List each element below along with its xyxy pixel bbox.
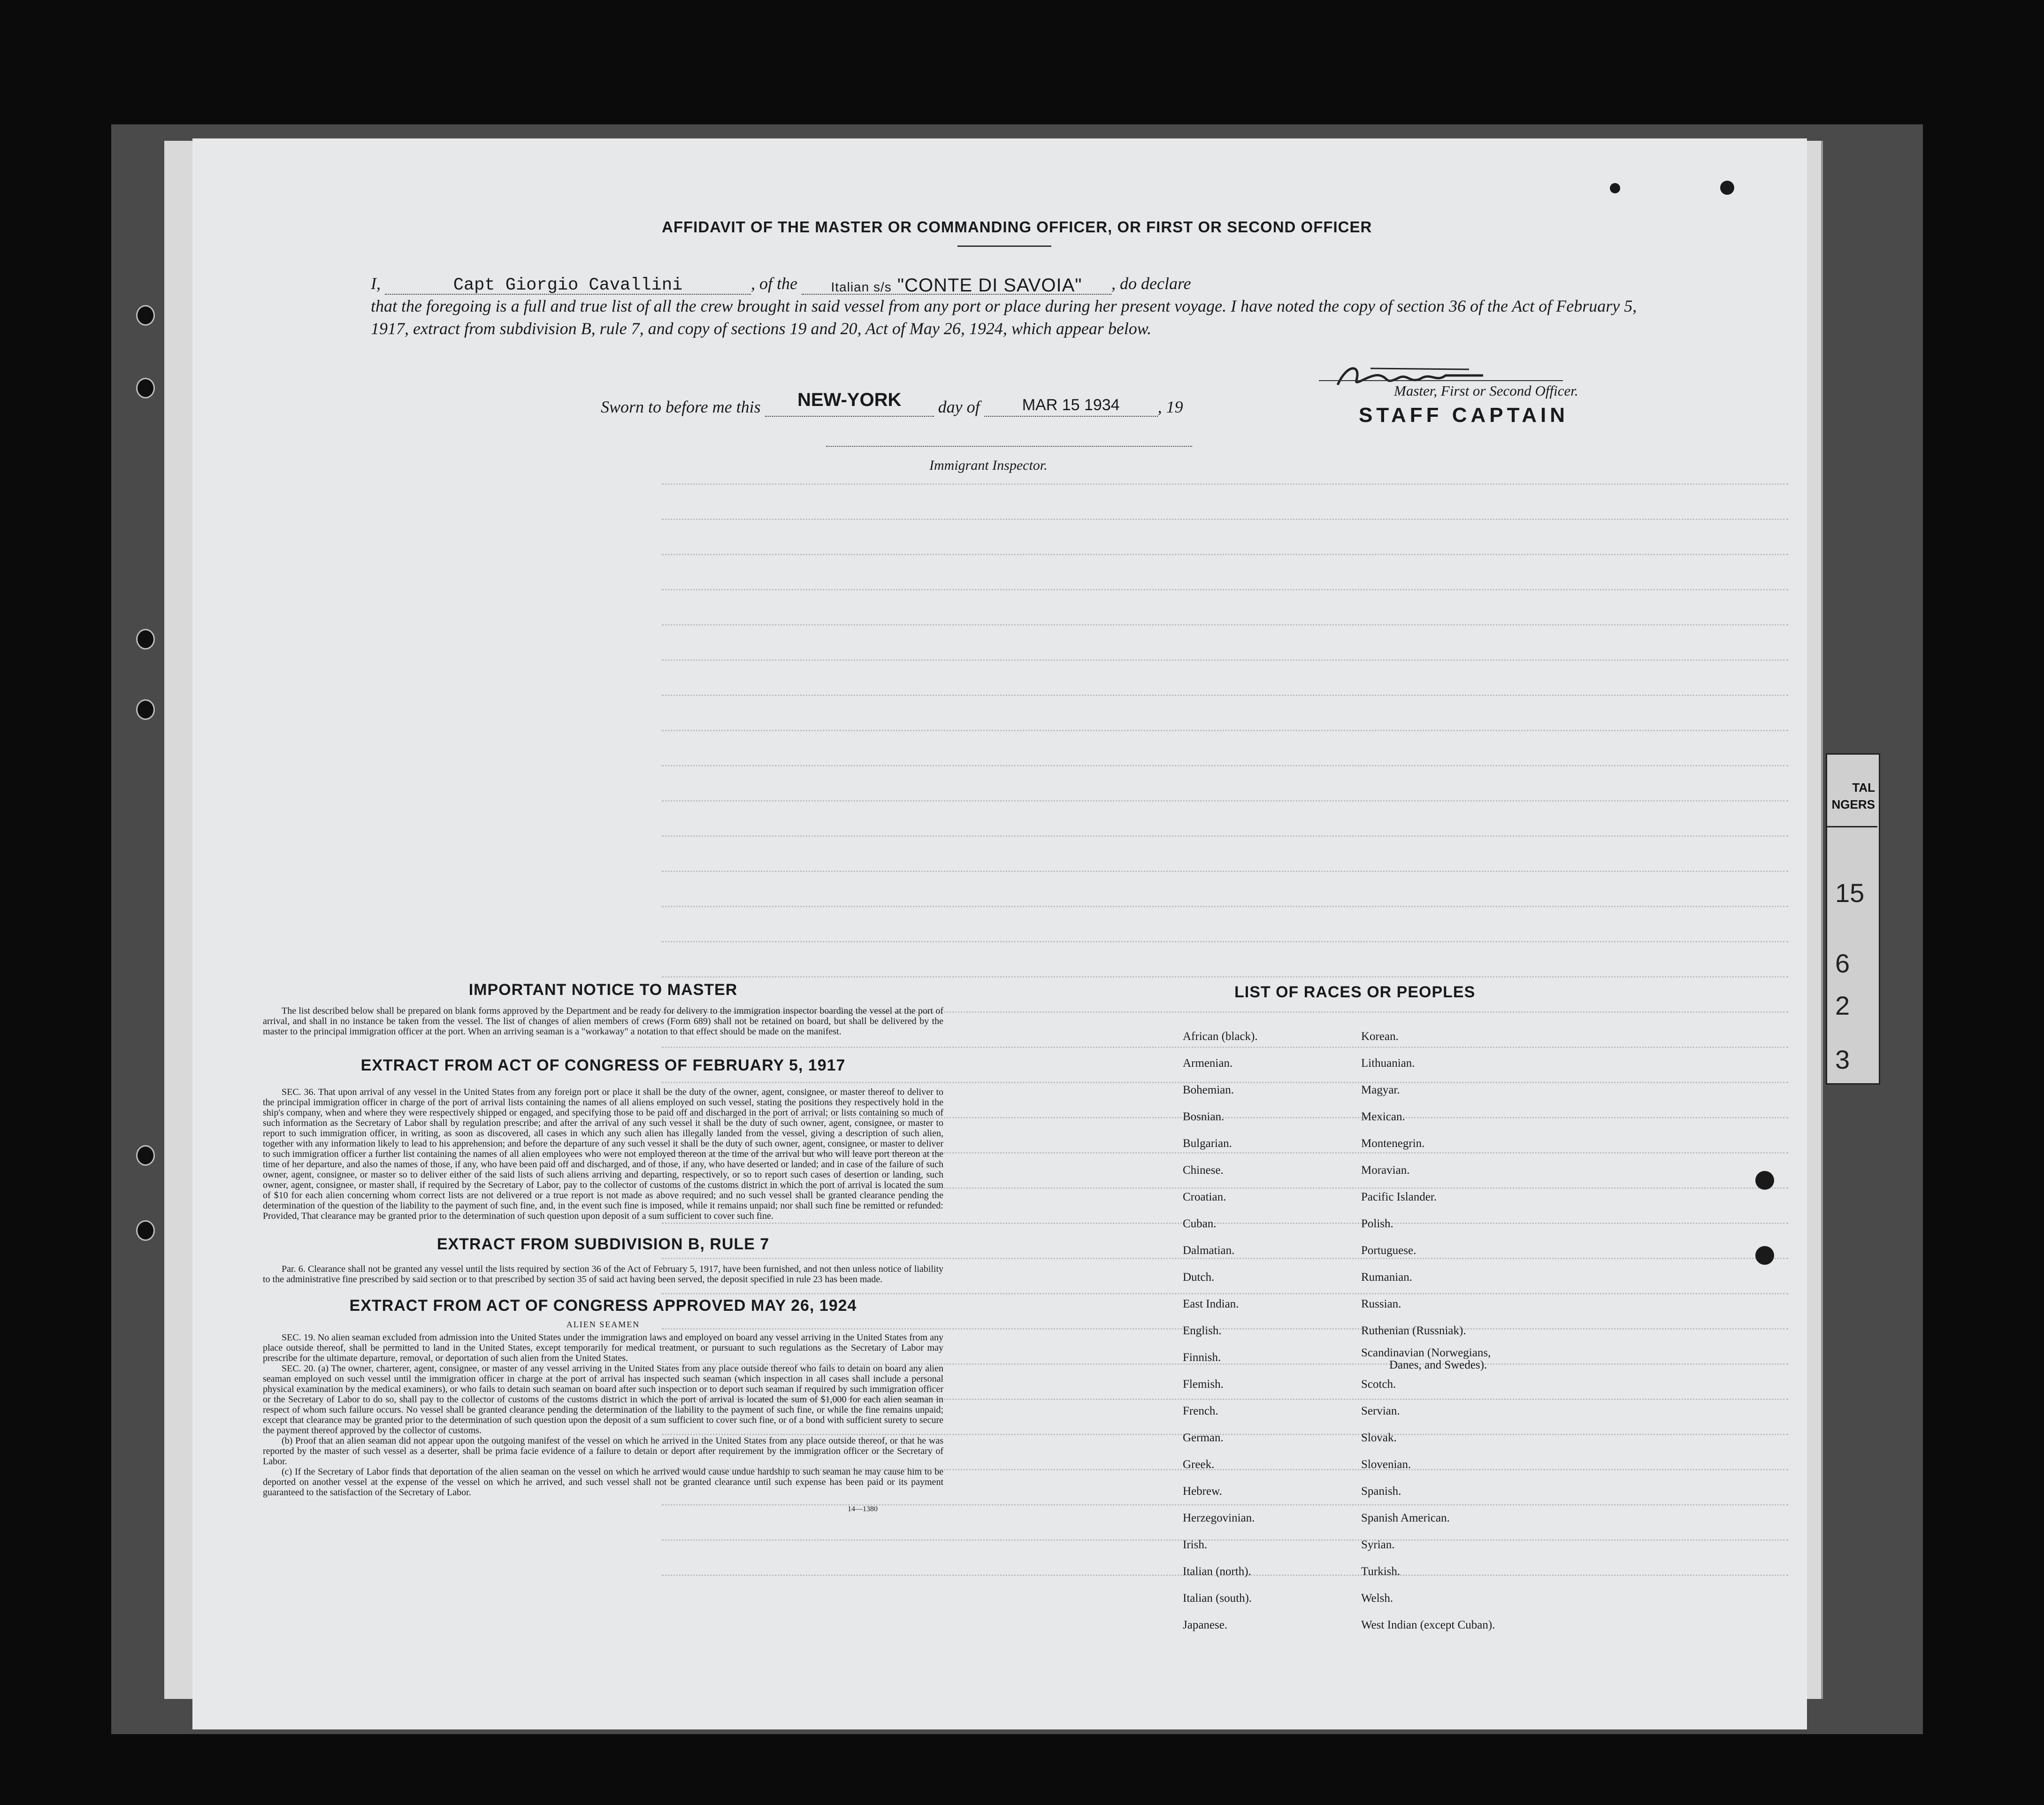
races-list-right [1361,1023,1495,1638]
race-item: Bulgarian. [1183,1137,1232,1150]
extract-1924-title: EXTRACT FROM ACT OF CONGRESS APPROVED MAY 26, 1924 [349,1297,857,1315]
race-item: Flemish. [1183,1378,1224,1391]
race-item: Spanish. [1361,1485,1401,1498]
form-number: 14—1380 [848,1505,878,1513]
race-item: East Indian. [1183,1298,1239,1310]
race-item: English. [1183,1324,1222,1337]
race-item: Japanese. [1183,1619,1228,1631]
race-item: Scotch. [1361,1378,1396,1391]
signature-line [1319,380,1563,381]
divider [957,245,1051,247]
race-item: Greek. [1183,1458,1215,1471]
side-totals-header: TAL NGERS [1831,780,1875,811]
sworn-label: Sworn to before me this [601,398,761,416]
race-item: Rumanian. [1361,1271,1413,1284]
race-item: Dutch. [1183,1271,1215,1284]
race-item: German. [1183,1431,1224,1444]
master-label: Master, First or Second Officer. [1394,382,1578,399]
race-item: Turkish. [1361,1565,1401,1578]
race-item: Herzegovinian. [1183,1512,1255,1524]
race-item: Croatian. [1183,1191,1226,1203]
races-title: LIST OF RACES OR PEOPLES [1234,983,1476,1001]
sec-19: SEC. 19. No alien seaman excluded from admission into the United States under the immigration laws and employed on board any vessel arriving in the United States from any place outside thereof, shall be permitted to land in the United States, except temporarily for medical treatment, or pursuant to such regulations as the Secretary of Labor may prescribe for the ultimate departure, removal, or deportation of such alien from the United States. [263,1332,943,1363]
race-item: Slovenian. [1361,1458,1411,1471]
vessel-name-field [802,274,1111,295]
race-item: Polish. [1361,1217,1393,1230]
race-item: Dalmatian. [1183,1244,1235,1257]
binder-hole [136,699,155,720]
race-item: French. [1183,1405,1218,1417]
race-item: Moravian. [1361,1164,1410,1177]
race-item: Slovak. [1361,1431,1397,1444]
legal-notices-column [263,981,943,1514]
punch-dot [1610,183,1620,193]
race-item: Ruthenian (Russniak). [1361,1324,1466,1337]
race-item: Russian. [1361,1298,1401,1310]
day-of-label: day of [938,398,980,416]
extract-1917-title: EXTRACT FROM ACT OF CONGRESS OF FEBRUARY 5, 1917 [360,1056,846,1074]
affidavit-declaration [371,272,1676,340]
race-item: Chinese. [1183,1164,1224,1177]
binder-hole [136,629,155,650]
race-item: Armenian. [1183,1057,1233,1070]
race-item: Mexican. [1361,1110,1405,1123]
officer-name-field: Capt Giorgio Cavallini [385,274,751,295]
year-label: , 19 [1157,398,1183,416]
sworn-place-field: NEW-YORK [765,390,934,417]
vessel-prefix: Italian s/s [831,280,892,294]
race-item: Portuguese. [1361,1244,1416,1257]
punch-dot [1720,181,1734,195]
affidavit-body: that the foregoing is a full and true list of all the crew brought in said vessel from any port or place during her present voyage. I have noted the copy of section 36 of the Act of February 5, 1917, extract from subdivision B, rule 7, and copy of sections 19 and 20, Act of May 26, 1924, which appear below. [371,297,1637,338]
notice-title: IMPORTANT NOTICE TO MASTER [468,981,738,999]
manifest-page [192,138,1807,1729]
race-item: Irish. [1183,1538,1208,1551]
sec-20c: (c) If the Secretary of Labor finds that deportation of the alien seaman on the vessel on which he arrived would cause undue hardship to such seaman he may cause him to be deported on another vessel at the expense of the vessel on which he arrived, and such vessel shall not be granted clearance until such expense has been paid or its payment guaranteed to the satisfaction of the Secretary of Labor. [263,1467,943,1498]
race-item: Italian (north). [1183,1565,1251,1578]
race-item: Cuban. [1183,1217,1217,1230]
extract-1924-text [263,1332,943,1498]
race-item: Montenegrin. [1361,1137,1425,1150]
subdivision-b-title: EXTRACT FROM SUBDIVISION B, RULE 7 [436,1235,770,1253]
races-list-left [1183,1023,1258,1638]
race-item: African (black). [1183,1030,1258,1043]
binder-hole [136,305,155,326]
binder-hole [136,378,155,398]
race-item: Syrian. [1361,1538,1395,1551]
alien-seamen-subtitle: ALIEN SEAMEN [566,1320,640,1329]
race-item: Welsh. [1361,1592,1393,1605]
race-item: Magyar. [1361,1084,1400,1096]
i-label: I, [371,274,381,293]
race-item: Finnish. [1183,1351,1221,1364]
race-item: Bosnian. [1183,1110,1225,1123]
strip-number: 6 [1835,948,1850,978]
subdivision-b-text: Par. 6. Clearance shall not be granted any vessel until the lists required by section 36 of the Act of February 5, 1917, have been furnished, and not then unless notice of liability to the administrative fine prescribed by said section or to that prescribed by section 35 of said act having been served, the deposit specified in rule 23 has been made. [263,1264,943,1285]
of-the-label: , of the [751,274,797,293]
strip-number: 15 [1835,878,1865,908]
sec-20a: SEC. 20. (a) The owner, charterer, agent, consignee, or master of any vessel arriving in the United States from any place outside thereof who fails to detain on board any alien seaman employed on such vessel until the immigration officer in charge at the port of arrival has inspected such seaman (which inspection in all cases shall include a personal physical examination by the medical examiners), or who fails to detain such seaman on board after such inspection or to deport such seaman if required by such immigration officer or the Secretary of Labor to do so, shall pay to the collector of customs of the customs district in which the port of arrival is located the sum of $1,000 for each alien seaman in respect of whom such failure occurs. No vessel shall be granted clearance pending the determination of the liability to the payment of such fine, or while the fine remains unpaid; except that clearance may be granted prior to the determination of such question upon the deposit of a sum sufficient to cover such fine, or of a bond with sufficient surety to secure the payment thereof approved by the collector of customs. [263,1363,943,1436]
notice-text: The list described below shall be prepared on blank forms approved by the Department and be ready for delivery to the immigration inspector boarding the vessel at the port of arrival, and shall in no instance be taken from the vessel. The list of changes of alien members of crews (Form 689) shall not be retained on board, but shall be delivered by the master to the principal immigration officer at the port. When an arriving seaman is a "workaway" a notation to that effect should be made on the manifest. [263,1006,943,1037]
strip-number: 3 [1835,1045,1850,1074]
race-item: Bohemian. [1183,1084,1234,1096]
extract-1917-text: SEC. 36. That upon arrival of any vessel in the United States from any foreign port or place it shall be the duty of the owner, agent, consignee, or master thereof to deliver to the principal immigration officer in charge of the port of arrival lists containing the names of all aliens employed on such vessel, stating the positions they respectively hold in the ship's company, when and where they were respectively shipped or engaged, and specifying those to be paid off and discharged in the port of arrival; or lists containing so much of such information as the Secretary of Labor shall by regulation prescribe; and after the arrival of any such vessel it shall be the duty of such owner, agent, consignee, or master to report to such immigration officer, in writing, as soon as discovered, all cases in which any such alien has illegally landed from the vessel, giving a description of such alien, together with any information likely to lead to his apprehension; and before the departure of any such vessel it shall be the duty of such owner, agent, consignee, or master to deliver to such immigration officer a further list containing the names of all alien employees who were not employed thereon at the time of the arrival but who will leave port thereon at the time of her departure, and also the names of those, if any, who have been paid off and discharged, and of those, if any, who have deserted or landed; and in case of the failure of such owner, agent, consignee, or master so to deliver either of the said lists of such aliens arriving and departing, respectively, or so to report such cases of desertion or landing, such owner, agent, consignee, or master shall, if required by the Secretary of Labor, pay to the collector of customs of the customs district in which the port of arrival is located the sum of $10 for each alien concerning whom correct lists are not delivered or a true report is not made as above required; and no such vessel shall be granted clearance pending the determination of the question of the liability to the payment of such fine, and, in the event such fine is imposed, while it remains unpaid; nor shall such fine be remitted or refunded: Provided, That clearance may be granted prior to the determination of such question upon deposit of a sum sufficient to cover such fine. [263,1087,943,1221]
race-item: Lithuanian. [1361,1057,1415,1070]
punch-dot [1755,1246,1774,1265]
race-item: Italian (south). [1183,1592,1252,1605]
strip-divider [1826,826,1877,827]
race-item: Spanish American. [1361,1512,1450,1524]
do-declare-label: , do declare [1111,274,1191,293]
staff-captain-stamp: STAFF CAPTAIN [1359,404,1569,427]
vessel-name: "CONTE DI SAVOIA" [897,275,1082,296]
race-item: Hebrew. [1183,1485,1222,1498]
race-item: Korean. [1361,1030,1399,1043]
race-item: Servian. [1361,1405,1400,1417]
inspector-label: Immigrant Inspector. [929,458,1048,473]
punch-dot [1755,1171,1774,1190]
race-item: Pacific Islander. [1361,1191,1437,1203]
race-item-multiline: Scandinavian (Norwegians, Danes, and Swedes). [1361,1346,1491,1371]
sworn-date-field: MAR 15 1934 [984,396,1158,417]
sec-20b: (b) Proof that an alien seaman did not appear upon the outgoing manifest of the vessel on which he arrived in the United States from any place outside thereof, or that he was reported by the master of such vessel as a deserter, shall be prima facie evidence of a failure to detain or deport after requirement by the immigration officer or the Secretary of Labor. [263,1436,943,1467]
race-item: West Indian (except Cuban). [1361,1619,1495,1631]
inspector-signature-line [826,446,1192,447]
binder-hole [136,1220,155,1241]
strip-number: 2 [1835,991,1850,1020]
binder-hole [136,1145,155,1166]
affidavit-title: AFFIDAVIT OF THE MASTER OR COMMANDING OFFICER, OR FIRST OR SECOND OFFICER [662,218,1372,236]
